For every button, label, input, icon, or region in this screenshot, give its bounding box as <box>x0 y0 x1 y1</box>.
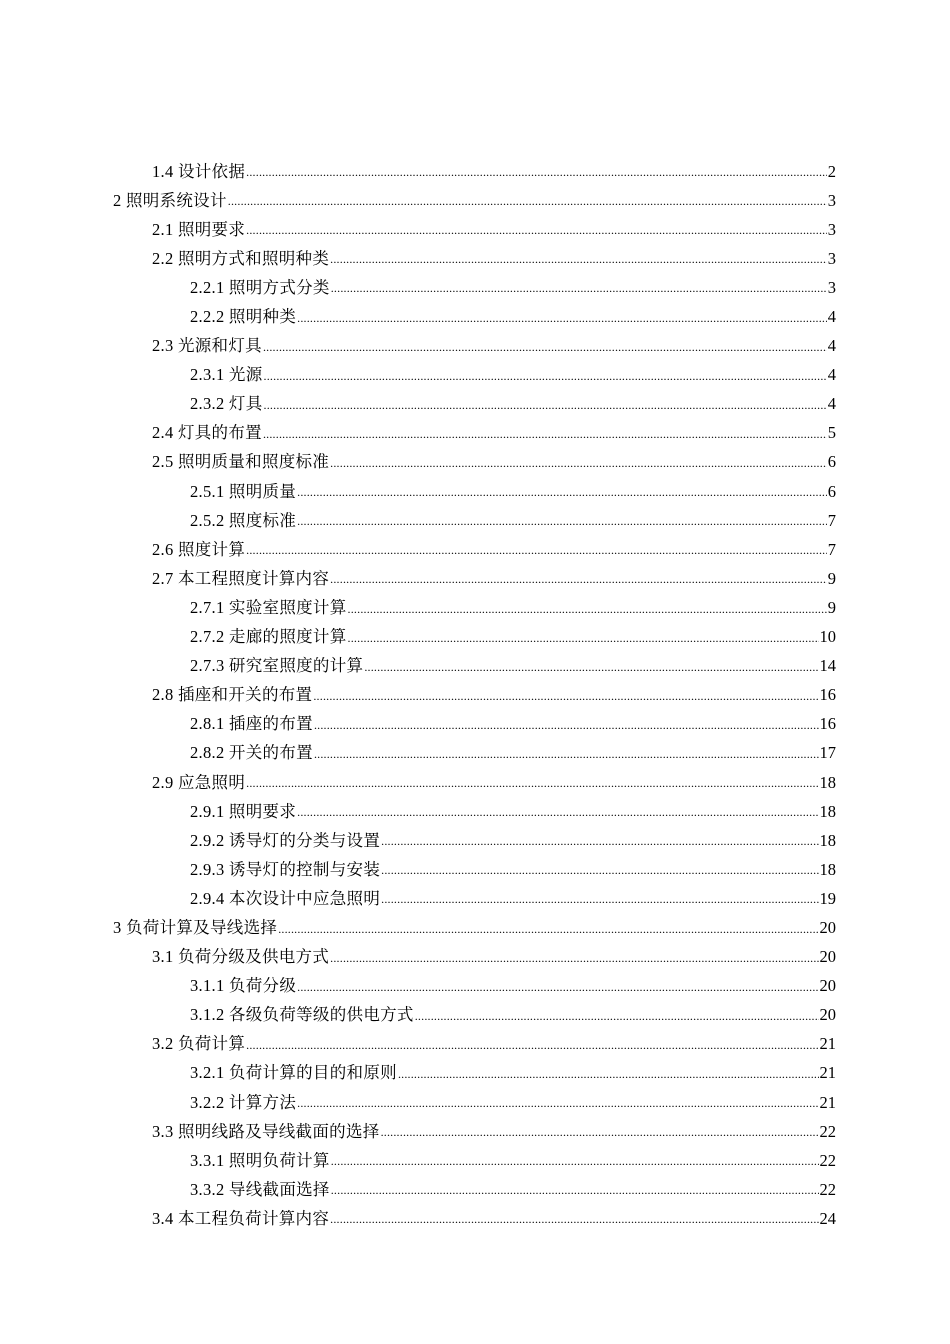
toc-entry[interactable] <box>0 1030 950 1059</box>
toc-entry-title: 2.7.2 走廊的照度计算 <box>190 627 347 647</box>
toc-entry[interactable] <box>0 506 950 535</box>
toc-entry-title: 2.9.2 诱导灯的分类与设置 <box>190 830 381 850</box>
toc-dot-leader <box>313 686 818 706</box>
toc-page-number: 4 <box>827 307 836 327</box>
toc-entry[interactable] <box>0 302 950 331</box>
toc-entry[interactable] <box>0 710 950 739</box>
toc-entry-title: 3.3.1 照明负荷计算 <box>190 1150 330 1170</box>
toc-entry[interactable] <box>0 535 950 564</box>
toc-entry[interactable] <box>0 943 950 972</box>
toc-entry[interactable] <box>0 273 950 302</box>
toc-entry-title: 2.3 光源和灯具 <box>152 336 262 356</box>
toc-dot-leader <box>297 511 827 531</box>
toc-dot-leader <box>330 249 827 269</box>
toc-entry-title: 2.5.2 照度标准 <box>190 510 297 530</box>
toc-entry-title: 2.2.2 照明种类 <box>190 307 297 327</box>
toc-entry-title: 3.1 负荷分级及供电方式 <box>152 947 330 967</box>
toc-dot-leader <box>330 453 827 473</box>
toc-dot-leader <box>330 1209 818 1229</box>
toc-entry[interactable] <box>0 419 950 448</box>
toc-page-number: 9 <box>827 597 836 617</box>
toc-entry[interactable] <box>0 1204 950 1233</box>
toc-entry[interactable] <box>0 739 950 768</box>
toc-entry[interactable] <box>0 477 950 506</box>
toc-entry[interactable] <box>0 332 950 361</box>
toc-dot-leader <box>246 220 827 240</box>
toc-entry-title: 3.4 本工程负荷计算内容 <box>152 1208 330 1228</box>
toc-entry[interactable] <box>0 826 950 855</box>
toc-entry-title: 2.5.1 照明质量 <box>190 481 297 501</box>
toc-dot-leader <box>330 948 818 968</box>
toc-entry[interactable] <box>0 1146 950 1175</box>
toc-dot-leader <box>246 540 827 560</box>
toc-entry[interactable] <box>0 972 950 1001</box>
toc-page-number: 9 <box>827 568 836 588</box>
toc-dot-leader <box>246 1035 818 1055</box>
toc-entry-title: 2.6 照度计算 <box>152 539 246 559</box>
toc-page-number: 22 <box>819 1179 836 1199</box>
toc-page-number: 20 <box>819 947 836 967</box>
toc-entry[interactable] <box>0 681 950 710</box>
toc-entry[interactable] <box>0 884 950 913</box>
toc-dot-leader <box>263 424 827 444</box>
toc-dot-leader <box>264 366 827 386</box>
toc-entry-title: 2.9.4 本次设计中应急照明 <box>190 888 381 908</box>
toc-entry-title: 2.3.1 光源 <box>190 365 263 385</box>
toc-dot-leader <box>381 831 818 851</box>
toc-dot-leader <box>297 977 818 997</box>
toc-dot-leader <box>331 1180 819 1200</box>
toc-entry[interactable] <box>0 1088 950 1117</box>
toc-entry[interactable] <box>0 1117 950 1146</box>
toc-dot-leader <box>314 715 819 735</box>
toc-page-number: 4 <box>827 365 836 385</box>
toc-entry-title: 3.1.1 负荷分级 <box>190 976 297 996</box>
toc-entry[interactable] <box>0 652 950 681</box>
toc-entry-title: 3.3.2 导线截面选择 <box>190 1179 330 1199</box>
toc-page-number: 21 <box>819 1092 836 1112</box>
toc-page-number: 7 <box>827 539 836 559</box>
toc-entry-title: 2.7.1 实验室照度计算 <box>190 597 347 617</box>
toc-entry-title: 2.2 照明方式和照明种类 <box>152 248 330 268</box>
toc-page-number: 19 <box>819 888 836 908</box>
toc-dot-leader <box>331 278 827 298</box>
toc-entry[interactable] <box>0 1059 950 1088</box>
toc-page-number: 18 <box>819 859 836 879</box>
toc-entry[interactable] <box>0 855 950 884</box>
toc-page-number: 24 <box>819 1208 836 1228</box>
toc-entry[interactable] <box>0 593 950 622</box>
toc-dot-leader <box>381 1122 819 1142</box>
toc-entry[interactable] <box>0 623 950 652</box>
toc-page-number: 21 <box>819 1063 836 1083</box>
toc-entry[interactable] <box>0 448 950 477</box>
toc-entry-title: 3.1.2 各级负荷等级的供电方式 <box>190 1005 414 1025</box>
toc-entry-title: 2.5 照明质量和照度标准 <box>152 452 330 472</box>
toc-dot-leader <box>398 1064 819 1084</box>
toc-entry-title: 2 照明系统设计 <box>113 190 227 210</box>
toc-entry-title: 3.2 负荷计算 <box>152 1034 246 1054</box>
toc-dot-leader <box>297 308 827 328</box>
toc-dot-leader <box>263 337 827 357</box>
toc-dot-leader <box>330 569 827 589</box>
toc-entry-title: 2.9 应急照明 <box>152 772 246 792</box>
toc-page-number: 14 <box>819 656 836 676</box>
toc-entry[interactable] <box>0 1175 950 1204</box>
toc-dot-leader <box>228 191 827 211</box>
toc-entry[interactable] <box>0 768 950 797</box>
toc-entry[interactable] <box>0 1001 950 1030</box>
toc-page-number: 4 <box>827 394 836 414</box>
toc-entry-title: 1.4 设计依据 <box>152 161 246 181</box>
toc-page-number: 22 <box>819 1121 836 1141</box>
toc-entry[interactable] <box>0 797 950 826</box>
toc-page-number: 18 <box>819 801 836 821</box>
toc-entry-title: 2.8.2 开关的布置 <box>190 743 313 763</box>
toc-entry[interactable] <box>0 157 950 186</box>
toc-dot-leader <box>297 802 818 822</box>
toc-entry[interactable] <box>0 215 950 244</box>
toc-dot-leader <box>348 628 819 648</box>
toc-page-number: 22 <box>819 1150 836 1170</box>
toc-entry[interactable] <box>0 564 950 593</box>
toc-page-number: 10 <box>819 627 836 647</box>
toc-entry-title: 2.7 本工程照度计算内容 <box>152 568 330 588</box>
toc-page-number: 21 <box>819 1034 836 1054</box>
toc-entry[interactable] <box>0 361 950 390</box>
toc-entry-title: 2.8 插座和开关的布置 <box>152 685 313 705</box>
toc-page-number: 6 <box>827 452 836 472</box>
toc-page-number: 6 <box>827 481 836 501</box>
toc-entry[interactable] <box>0 244 950 273</box>
toc-dot-leader <box>264 395 827 415</box>
toc-page-number: 3 <box>827 190 836 210</box>
toc-entry-title: 2.2.1 照明方式分类 <box>190 277 330 297</box>
toc-page-number: 16 <box>819 685 836 705</box>
toc-entry[interactable] <box>0 186 950 215</box>
toc-page-number: 3 <box>827 219 836 239</box>
toc-dot-leader <box>381 860 818 880</box>
toc-page-number: 17 <box>819 743 836 763</box>
toc-page-number: 3 <box>827 248 836 268</box>
toc-dot-leader <box>278 919 818 939</box>
toc-page-number: 20 <box>819 1005 836 1025</box>
toc-entry-title: 3.3 照明线路及导线截面的选择 <box>152 1121 380 1141</box>
toc-entry-title: 2.3.2 灯具 <box>190 394 263 414</box>
toc-entry-title: 2.9.1 照明要求 <box>190 801 297 821</box>
toc-page-number: 4 <box>827 336 836 356</box>
toc-page-number: 18 <box>819 772 836 792</box>
toc-dot-leader <box>348 599 827 619</box>
toc-page-number: 16 <box>819 714 836 734</box>
toc-entry-title: 2.7.3 研究室照度的计算 <box>190 656 364 676</box>
toc-page-number: 7 <box>827 510 836 530</box>
toc-dot-leader <box>297 1093 818 1113</box>
toc-page-number: 3 <box>827 277 836 297</box>
toc-dot-leader <box>415 1006 819 1026</box>
toc-dot-leader <box>246 162 827 182</box>
toc-entry-title: 3.2.1 负荷计算的目的和原则 <box>190 1063 397 1083</box>
toc-entry[interactable] <box>0 390 950 419</box>
toc-entry[interactable] <box>0 913 950 942</box>
toc-entry-title: 2.4 灯具的布置 <box>152 423 262 443</box>
toc-page-number: 20 <box>819 917 836 937</box>
toc-page-number: 20 <box>819 976 836 996</box>
toc-page-number: 18 <box>819 830 836 850</box>
toc-entry-title: 2.9.3 诱导灯的控制与安装 <box>190 859 381 879</box>
toc-dot-leader <box>381 889 818 909</box>
toc-dot-leader <box>246 773 818 793</box>
toc-page-number: 2 <box>827 161 836 181</box>
toc-page-number: 5 <box>827 423 836 443</box>
table-of-contents <box>0 157 950 1233</box>
toc-dot-leader <box>364 657 818 677</box>
toc-entry-title: 2.8.1 插座的布置 <box>190 714 313 734</box>
toc-entry-title: 2.1 照明要求 <box>152 219 246 239</box>
toc-entry-title: 3.2.2 计算方法 <box>190 1092 297 1112</box>
toc-entry-title: 3 负荷计算及导线选择 <box>113 917 278 937</box>
toc-dot-leader <box>297 482 827 502</box>
toc-dot-leader <box>331 1151 819 1171</box>
toc-dot-leader <box>314 744 819 764</box>
